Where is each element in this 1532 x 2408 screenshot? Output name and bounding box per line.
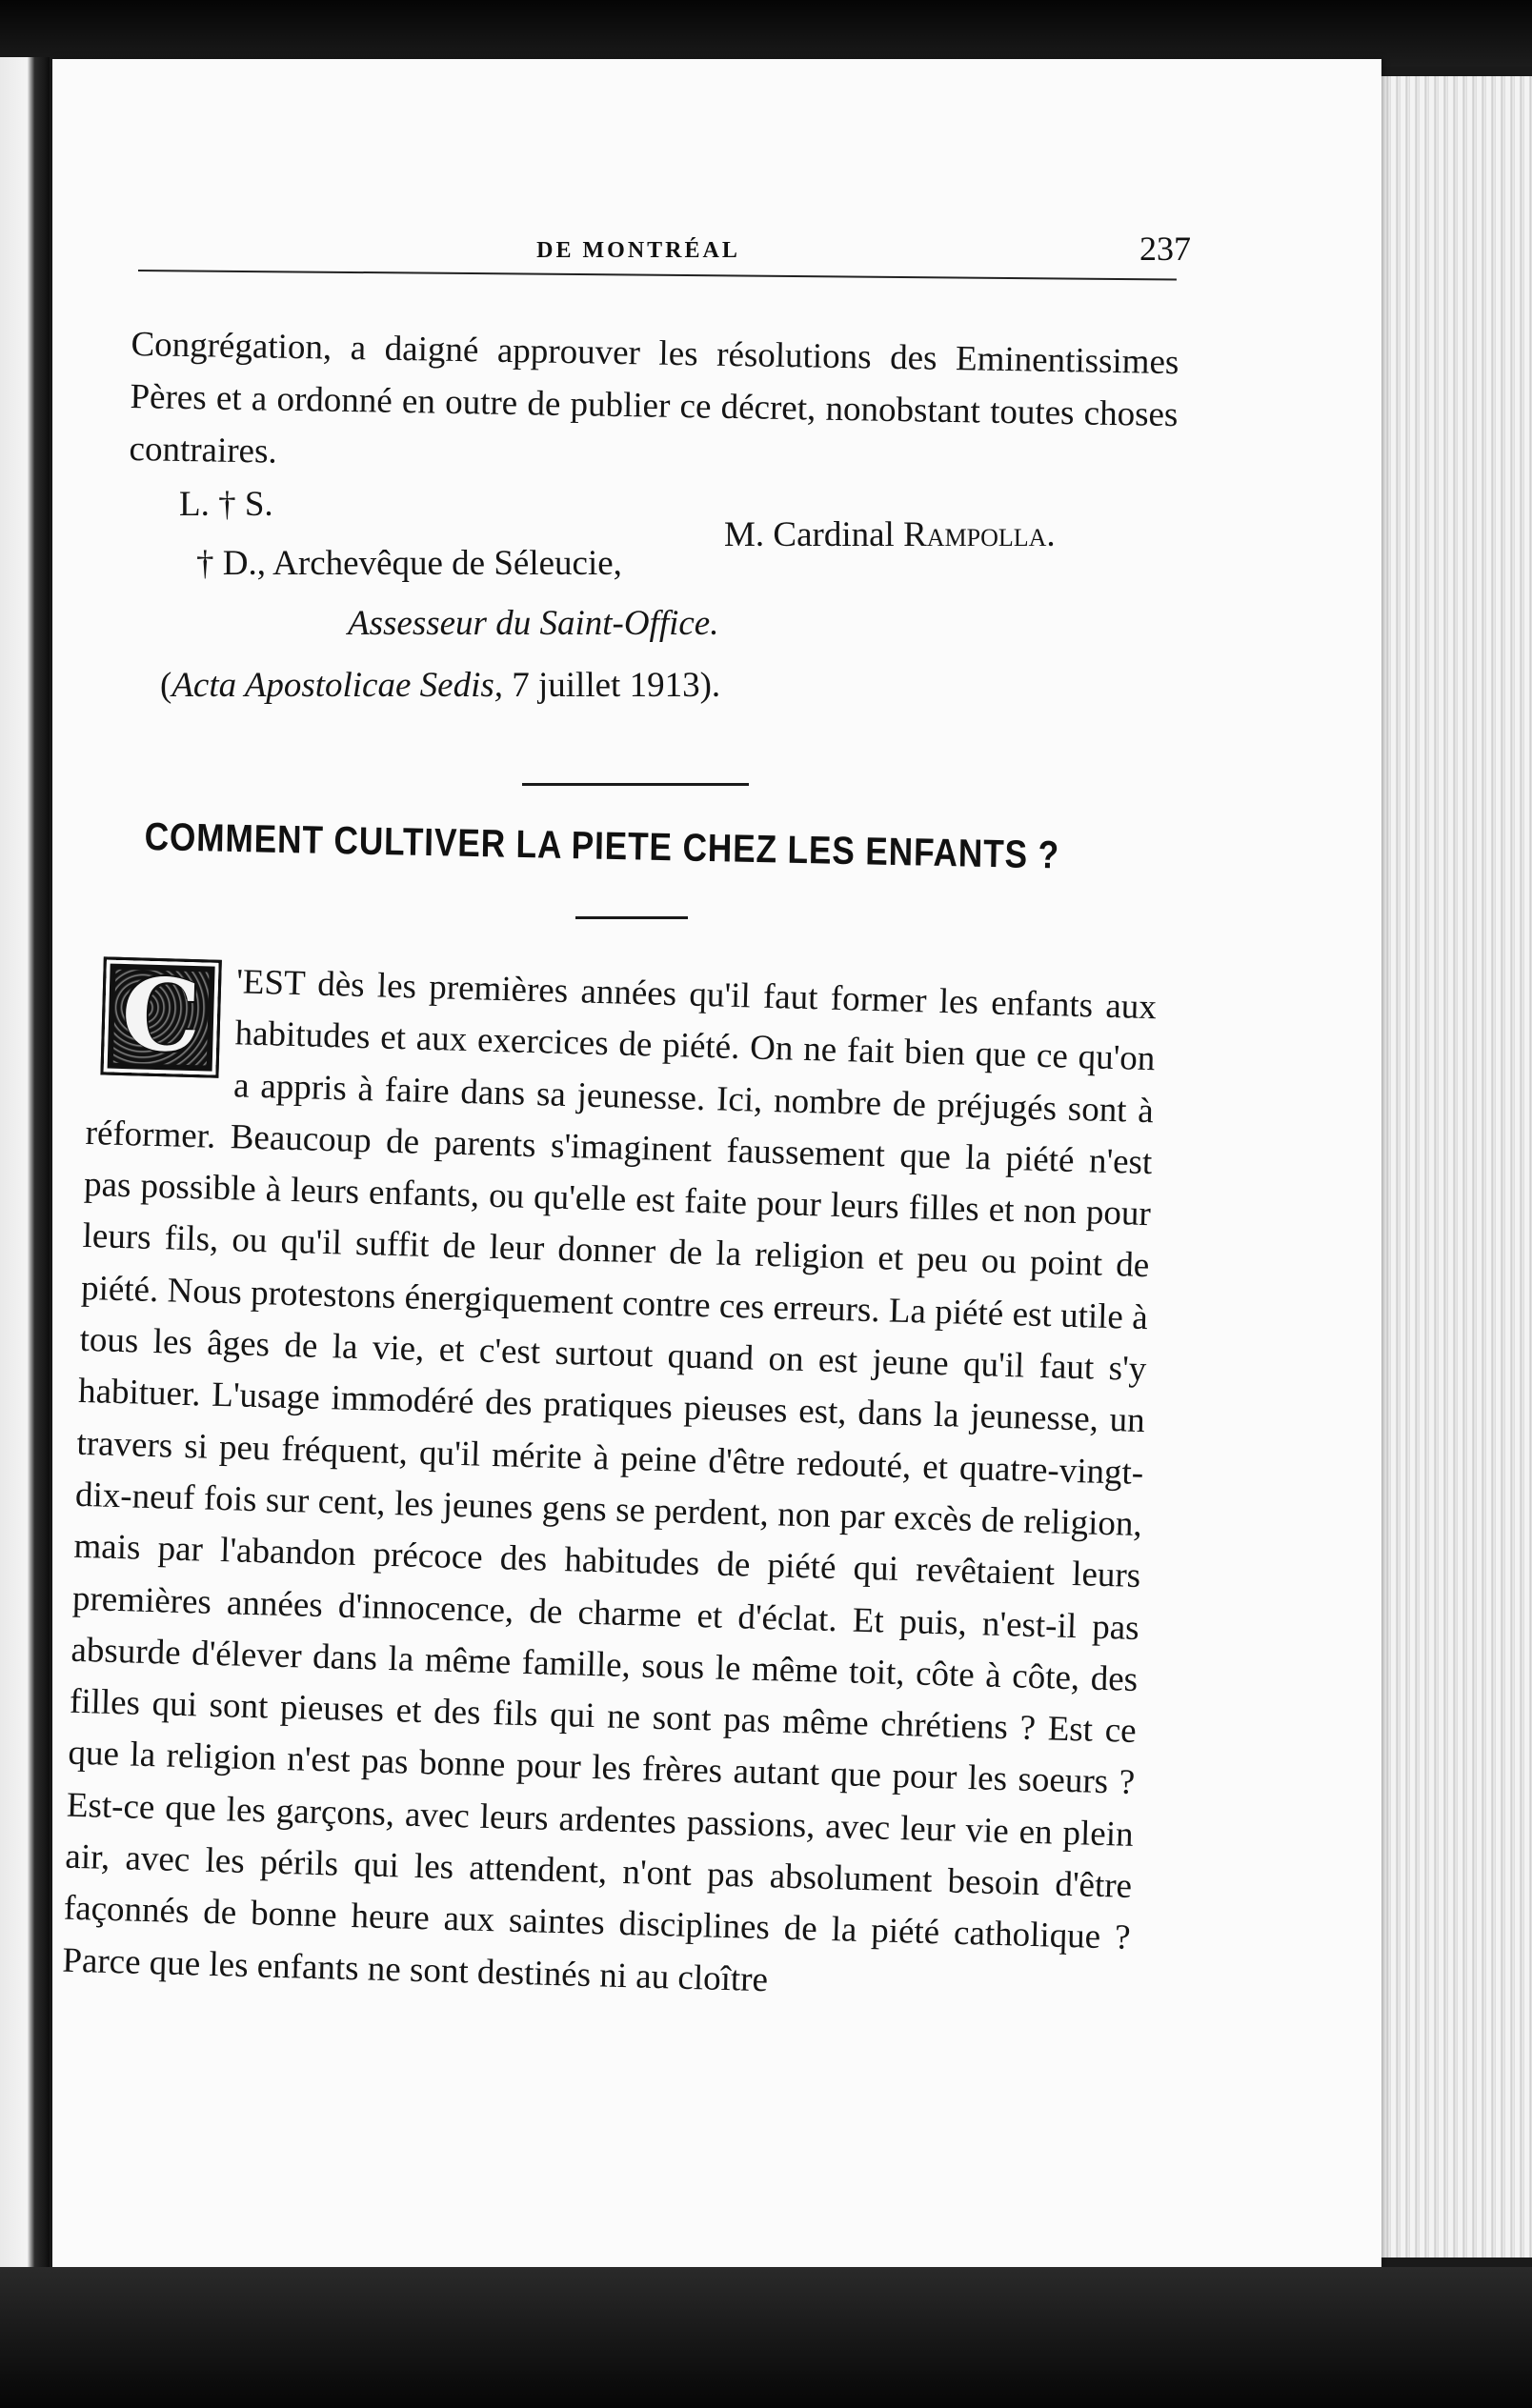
article-paragraph: 'EST dès les premières années qu'il faut former les enfants aux habitudes et aux exercices de piété. On ne fait bien que ce qu'on a appris à faire dans sa jeunesse. Ici, nombre de préjugés sont à réformer. Beaucoup de parents s'imaginent faussement que la piété n'est pas possible à leurs enfants, ou qu'elle est faite pour leurs filles et non pour leurs fils, ou qu'il suffit de leur donner de la religion et peu ou point de piété. Nous protestons énergiquement contre ces erreurs. La piété est utile à tous les âges de la vie, et c'est surtout quand on est jeune qu'il faut s'y habituer. L'usage immodéré des pratiques pieuses est, dans la jeunesse, un travers si peu fréquent, qu'il mérite à peine d'être redouté, et quatre-vingt-dix-neuf fois sur cent, les jeunes gens se perdent, non par excès de religion, mais par l'abandon précoce des habitudes de piété qui revêtaient leurs premières années d'innocence, de charme et d'éclat. Et puis, n'est-il pas absurde d'élever dans la même famille, sous le même toit, côte à côte, des filles qui sont pieuses et des fils qui ne sont pas même chrétiens ? Est ce que la religion n'est pas bonne pour les frères autant que pour les soeurs ? Est-ce que les garçons, avec leurs ardentes passions, avec leur vie en plein air, avec les périls qui les attendent, n'ont pas absolument besoin d'être façonnés de bonne heure aux saintes disciplines de la piété catholique ? Parce que les enfants ne sont destinés ni au cloître <box>61 962 1158 1999</box>
section-divider-bottom <box>575 916 688 919</box>
source-date: 7 juillet 1913). <box>503 666 721 705</box>
seal-mark: L. † S. <box>179 485 273 524</box>
cardinal-signature <box>724 514 1056 555</box>
book-page-edges <box>1372 76 1532 2258</box>
section-divider-top <box>522 783 749 786</box>
previous-page-edge <box>0 57 50 2324</box>
archbishop-role: Assesseur du Saint-Office. <box>348 604 719 643</box>
archbishop-signature: † D., Archevêque de Séleucie, <box>196 544 622 583</box>
source-journal: Acta Apostolicae Sedis, <box>171 666 503 705</box>
page-header <box>86 171 1191 268</box>
signatory-title: M. Cardinal <box>724 515 895 554</box>
decree-closing-paragraph: Congrégation, a daigné approuver les résolutions des Eminentissimes Pères et a ordonné en outre de publier ce décret, nonobstant toutes choses contraires. <box>129 324 1179 472</box>
page-number: 237 <box>1139 230 1191 268</box>
scan-border-top <box>0 0 1532 67</box>
source-open-paren: ( <box>160 666 172 705</box>
article-title: COMMENT CULTIVER LA PIETE CHEZ LES ENFANTS ? <box>144 814 1060 877</box>
scan-border-bottom <box>0 2267 1532 2408</box>
running-head: DE MONTRÉAL <box>536 238 740 263</box>
ornamental-dropcap <box>100 956 221 1077</box>
source-citation <box>160 665 720 706</box>
article-body <box>62 953 1158 2017</box>
signatory-name: Rampolla. <box>903 515 1056 554</box>
dropcap-letter: C <box>120 954 203 1075</box>
